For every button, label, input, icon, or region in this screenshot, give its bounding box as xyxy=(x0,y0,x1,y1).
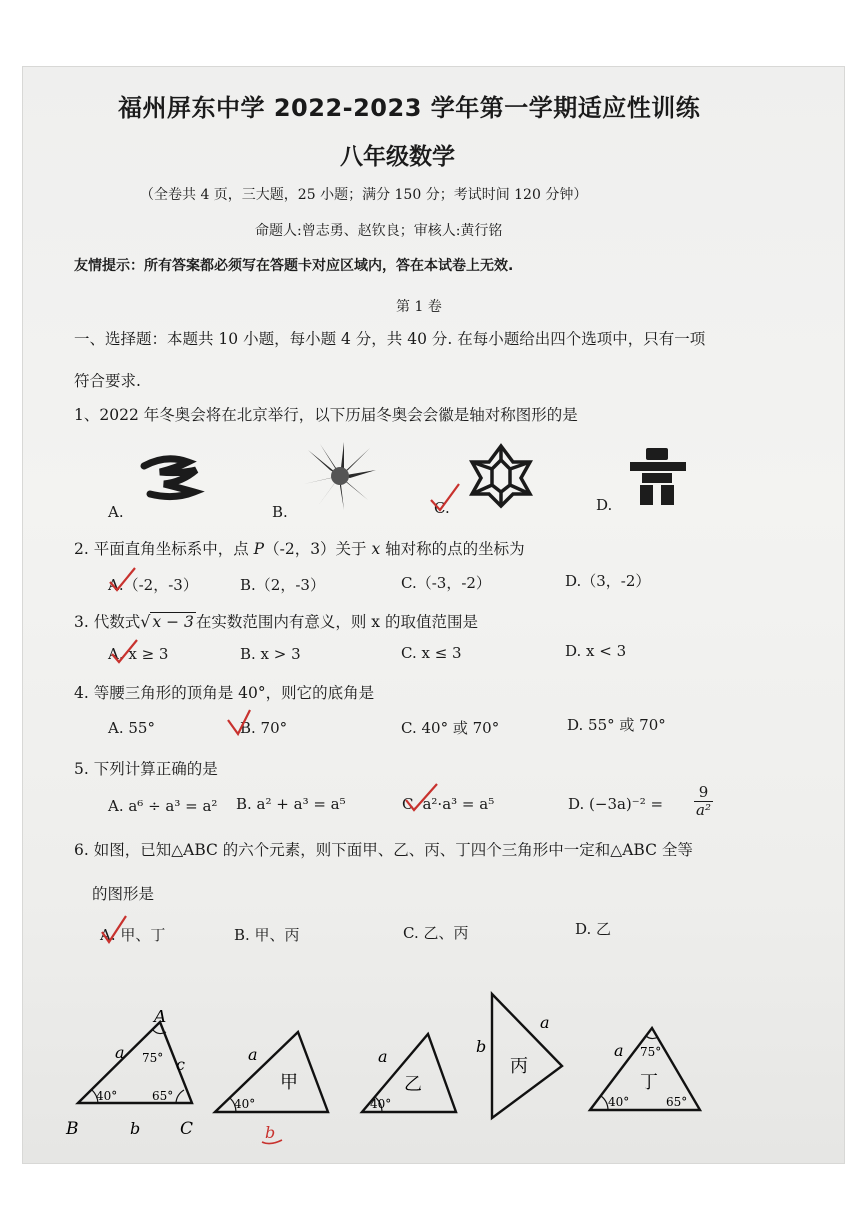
triangle-yi xyxy=(356,1024,464,1124)
q6-checkmark-icon xyxy=(100,914,130,946)
q3-option-d[interactable]: D. x < 3 xyxy=(565,642,627,660)
bing-label: 丙 xyxy=(510,1056,528,1077)
triangle-jia xyxy=(210,1022,335,1147)
side-c: c xyxy=(176,1055,185,1074)
q6-option-c[interactable]: C. 乙、丙 xyxy=(403,924,469,942)
q2-text-pre: 2. 平面直角坐标系中，点 xyxy=(74,540,254,558)
q2-point: P xyxy=(253,540,265,558)
q4-checkmark-icon xyxy=(226,706,258,738)
question-1: 1、2022 年冬奥会将在北京举行，以下历届冬奥会会徽是轴对称图形的是 xyxy=(74,406,578,424)
angle-a: 75° xyxy=(142,1051,164,1065)
q1-option-a[interactable]: A. xyxy=(108,503,124,521)
triangle-abc xyxy=(60,1010,215,1140)
q4-option-c[interactable]: C. 40° 或 70° xyxy=(401,719,500,737)
q5-fraction-denominator: a² xyxy=(696,800,711,819)
q5-option-b[interactable]: B. a² + a³ = a⁵ xyxy=(236,795,346,813)
section1-heading-cont: 符合要求. xyxy=(74,372,141,390)
vertex-a: A xyxy=(154,1010,167,1027)
ding-angle-left: 40° xyxy=(608,1095,630,1109)
q6-option-b[interactable]: B. 甲、丙 xyxy=(234,926,300,944)
ding-angle-right: 65° xyxy=(666,1095,688,1109)
q4-option-b[interactable]: B. 70° xyxy=(240,719,288,737)
q5-option-d[interactable]: D. (−3a)⁻² = xyxy=(568,795,664,813)
q6-option-d[interactable]: D. 乙 xyxy=(575,920,612,938)
yi-side-a: a xyxy=(378,1047,388,1066)
volume-label: 第 1 卷 xyxy=(396,299,442,315)
q2-text-post: 轴对称的点的坐标为 xyxy=(380,540,525,558)
q3-option-c[interactable]: C. x ≤ 3 xyxy=(401,644,462,662)
yi-label: 乙 xyxy=(404,1074,422,1095)
vertex-b: B xyxy=(66,1119,79,1139)
radical-sign-icon: √ xyxy=(140,612,151,631)
q2-checkmark-icon xyxy=(108,566,138,594)
question-2 xyxy=(74,537,525,559)
q5-fraction xyxy=(694,784,713,818)
q4-option-d[interactable]: D. 55° 或 70° xyxy=(567,716,666,734)
exam-authors: 命题人:曾志勇、赵钦良；审核人:黄行铭 xyxy=(255,223,503,239)
q1-option-c[interactable]: C. xyxy=(434,499,450,517)
q2-option-d[interactable]: D.（3，-2） xyxy=(565,572,651,590)
jia-side-b: b xyxy=(265,1123,276,1142)
q3-text-post: 在实数范围内有意义，则 x 的取值范围是 xyxy=(195,613,478,631)
side-a: a xyxy=(115,1043,125,1062)
question-5: 5. 下列计算正确的是 xyxy=(74,760,218,778)
triangle-ding xyxy=(584,1022,708,1122)
exam-title: 福州屏东中学 2022-2023 学年第一学期适应性训练 xyxy=(118,94,701,122)
ding-label: 丁 xyxy=(640,1072,658,1093)
q5-option-c[interactable]: C. a²·a³ = a⁵ xyxy=(402,795,495,813)
q2-option-a[interactable]: A.（-2，-3） xyxy=(108,576,198,594)
exam-info: （全卷共 4 页，三大题，25 小题；满分 150 分；考试时间 120 分钟） xyxy=(140,187,588,203)
emblem-d-icon xyxy=(626,446,690,506)
q1-option-b[interactable]: B. xyxy=(272,503,288,521)
q3-radicand: x − 3 xyxy=(152,613,194,631)
q3-text-pre: 3. 代数式 xyxy=(74,613,141,631)
jia-side-a: a xyxy=(248,1045,258,1064)
q2-option-b[interactable]: B.（2，-3） xyxy=(240,576,325,594)
q3-checkmark-icon xyxy=(110,638,140,666)
question-6: 6. 如图，已知△ABC 的六个元素，则下面甲、乙、丙、丁四个三角形中一定和△ABC 全等 xyxy=(74,841,693,859)
bing-side-b: b xyxy=(476,1037,487,1056)
emblem-a-icon xyxy=(136,448,208,508)
emblem-c-icon xyxy=(466,440,536,510)
vertex-c: C xyxy=(180,1119,194,1139)
yi-angle: 40° xyxy=(370,1097,392,1111)
q3-option-a[interactable]: A. x ≥ 3 xyxy=(108,645,169,663)
q1-option-d[interactable]: D. xyxy=(596,496,613,514)
q2-axis: x xyxy=(371,540,381,558)
triangle-bing xyxy=(468,986,572,1126)
question-6-cont: 的图形是 xyxy=(92,885,155,903)
bing-side-a: a xyxy=(540,1013,550,1032)
q5-checkmark-icon xyxy=(404,782,440,814)
q4-option-a[interactable]: A. 55° xyxy=(108,719,155,737)
question-3 xyxy=(74,610,478,632)
q6-option-a[interactable]: A. 甲、丁 xyxy=(100,926,166,944)
q5-option-a[interactable]: A. a⁶ ÷ a³ = a² xyxy=(108,797,218,815)
exam-tip: 友情提示：所有答案都必须写在答题卡对应区域内，答在本试卷上无效. xyxy=(74,258,514,274)
emblem-b-icon xyxy=(300,440,380,512)
q5-fraction-numerator: 9 xyxy=(698,783,709,801)
angle-c: 65° xyxy=(152,1089,174,1103)
question-4: 4. 等腰三角形的顶角是 40°，则它的底角是 xyxy=(74,684,375,702)
exam-subject: 八年级数学 xyxy=(340,144,455,170)
angle-b: 40° xyxy=(96,1089,118,1103)
q2-option-c[interactable]: C.（-3，-2） xyxy=(401,574,491,592)
ding-angle-top: 75° xyxy=(640,1045,662,1059)
q3-option-b[interactable]: B. x > 3 xyxy=(240,645,301,663)
q1-checkmark-icon xyxy=(428,480,462,514)
jia-label: 甲 xyxy=(280,1072,298,1093)
section1-heading: 一、选择题：本题共 10 小题，每小题 4 分，共 40 分. 在每小题给出四个选项中，只有一项 xyxy=(74,330,706,348)
ding-side-a: a xyxy=(614,1041,624,1060)
jia-angle: 40° xyxy=(234,1097,256,1111)
side-b: b xyxy=(130,1119,141,1138)
q2-text-mid: （-2，3）关于 xyxy=(264,540,372,558)
